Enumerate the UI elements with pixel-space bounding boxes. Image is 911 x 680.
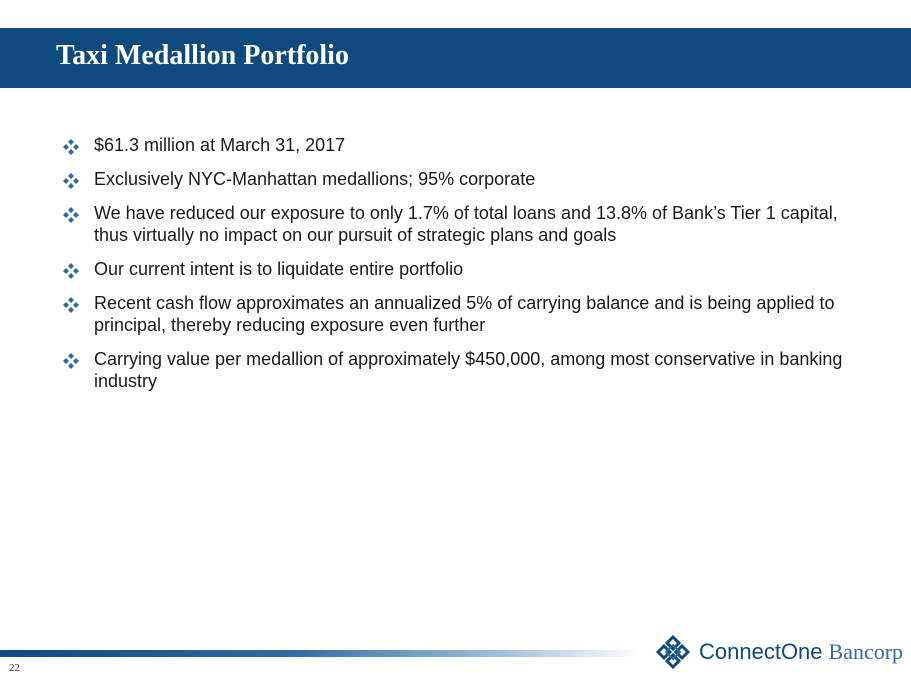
bullet-item bbox=[62, 258, 862, 280]
logo-text-bancorp: Bancorp bbox=[828, 639, 904, 664]
bullet-item bbox=[62, 202, 862, 246]
bullet-item bbox=[62, 168, 862, 190]
logo-text-connectone: ConnectOne bbox=[699, 639, 823, 664]
bullet-item bbox=[62, 348, 862, 392]
bullet-item bbox=[62, 292, 862, 336]
four-diamond-icon bbox=[62, 296, 80, 314]
four-diamond-icon bbox=[62, 138, 80, 156]
logo-wordmark bbox=[699, 640, 903, 664]
four-diamond-icon bbox=[62, 352, 80, 370]
bullet-text: Carrying value per medallion of approximately $450,000, among most conservative in banking industry bbox=[94, 349, 843, 391]
bullet-text: We have reduced our exposure to only 1.7% of total loans and 13.8% of Bank’s Tier 1 capital, thus virtually no impact on our pursuit of strategic plans and goals bbox=[94, 203, 838, 245]
bullet-text: $61.3 million at March 31, 2017 bbox=[94, 135, 346, 155]
footer-gradient-bar bbox=[0, 650, 640, 657]
bullet-text: Our current intent is to liquidate entire portfolio bbox=[94, 259, 464, 279]
bullet-item bbox=[62, 134, 862, 156]
four-diamond-icon bbox=[62, 206, 80, 224]
bullet-list bbox=[62, 134, 862, 404]
four-diamond-icon bbox=[62, 172, 80, 190]
page-number: 22 bbox=[9, 662, 20, 674]
company-logo bbox=[655, 634, 903, 670]
bullet-text: Exclusively NYC-Manhattan medallions; 95% corporate bbox=[94, 169, 536, 189]
connectone-lattice-logo-icon bbox=[655, 634, 691, 670]
four-diamond-icon bbox=[62, 262, 80, 280]
slide-title: Taxi Medallion Portfolio bbox=[56, 40, 349, 71]
bullet-text: Recent cash flow approximates an annualized 5% of carrying balance and is being applied to principal, thereby reducing exposure even further bbox=[94, 293, 835, 335]
